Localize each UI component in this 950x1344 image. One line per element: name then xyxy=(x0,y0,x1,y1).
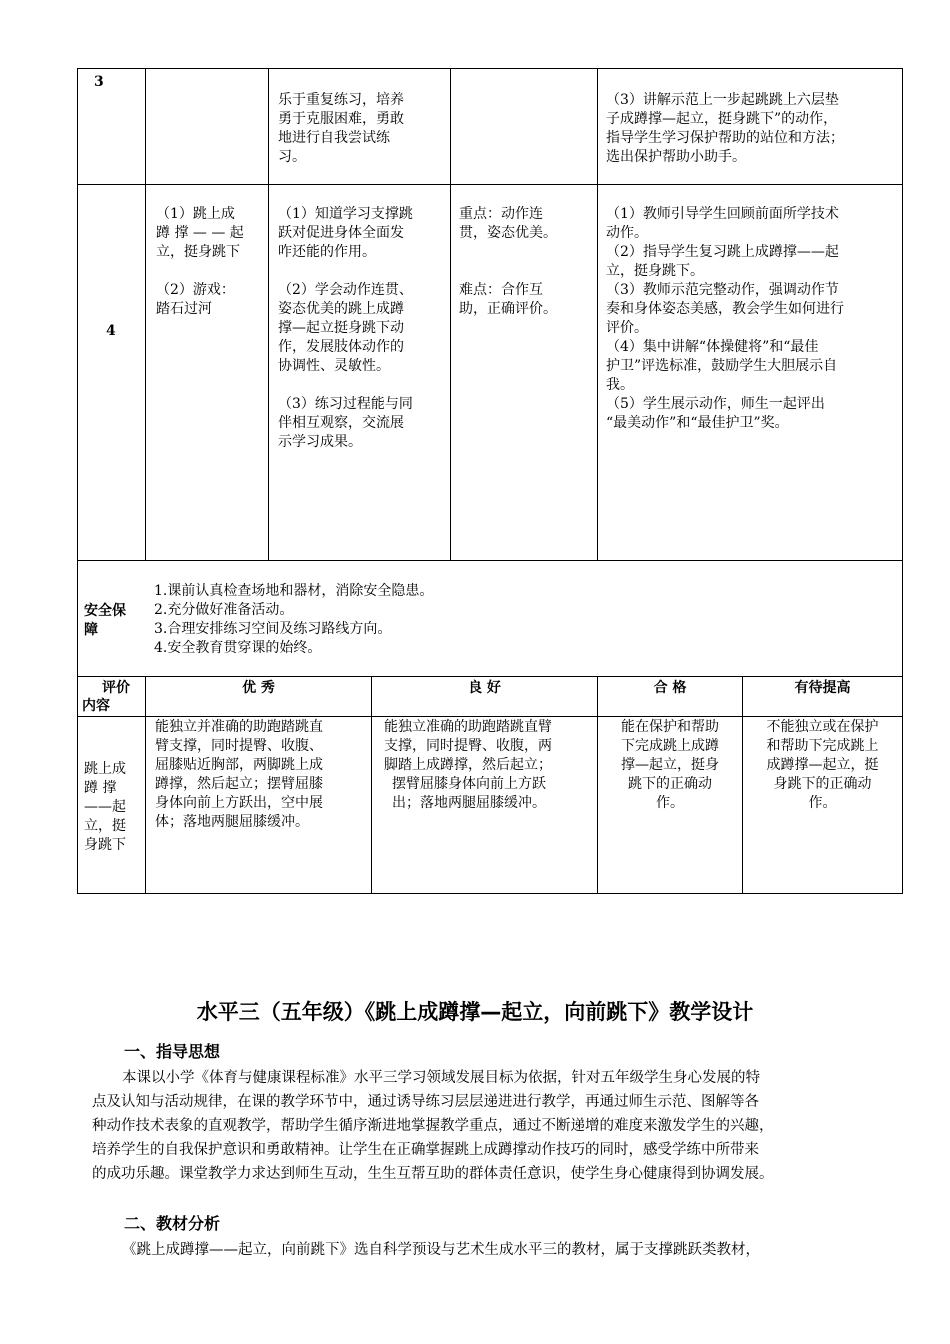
table-border xyxy=(742,676,743,894)
row4-goals: （1）知道学习支撑跳 跃对促进身体全面发 咋还能的作用。 （2）学会动作连贯、 姿态优美的跳上成蹲 撑—起立挺身跳下动 作，发展肢体动作的 协调性、灵敏性。 （3）练习过程能与同 伴相互观察，交流展 示学习成果。 xyxy=(278,206,413,450)
eval-pass: 能在保护和帮助 下完成跳上成蹲 撑—起立，挺身 跳下的正确动 作。 xyxy=(621,719,719,811)
table-border xyxy=(77,560,903,561)
table-border xyxy=(145,676,146,894)
table-border xyxy=(371,676,372,894)
safety-list xyxy=(154,582,894,658)
row4-content: （1）跳上成 蹲 撑 — — 起 立，挺身跳下 （2）游戏： 踏石过河 xyxy=(156,206,244,317)
table-border xyxy=(77,184,903,185)
row3-method: （3）讲解示范上一步起跳跳上六层垫 子成蹲撑—起立，挺身跳下”的动作， 指导学生学习保护帮助的站位和方法； 选出保护帮助小助手。 xyxy=(606,92,844,165)
document-title: 水平三（五年级）《跳上成蹲撑—起立，向前跳下》教学设计 xyxy=(196,1000,754,1024)
table-border xyxy=(597,676,598,894)
table-border xyxy=(77,676,903,677)
table-border xyxy=(597,68,598,560)
section-heading-analysis: 二、教材分析 xyxy=(124,1214,221,1233)
row4-key-points: 重点：动作连 贯，姿态优美。 难点：合作互 助，正确评价。 xyxy=(459,206,557,317)
table-border xyxy=(268,68,269,560)
eval-header-pass: 合 格 xyxy=(653,680,687,696)
paragraph-analysis: 《跳上成蹲撑——起立，向前跳下》选自科学预设与艺术生成水平三的教材，属于支撑跳跃类教材， xyxy=(122,1242,760,1258)
eval-header-excellent: 优 秀 xyxy=(242,680,275,696)
list-item: 3.合理安排练习空间及练习路线方向。 xyxy=(154,621,392,637)
table-border xyxy=(902,68,903,894)
eval-row-label: 跳上成 蹲 撑 ——起 立，挺 身跳下 xyxy=(84,761,126,853)
table-border xyxy=(77,68,903,69)
table-border xyxy=(450,68,451,560)
list-item: 4.安全教育贯穿课的始终。 xyxy=(154,640,322,656)
eval-improve: 不能独立或在保护 和帮助下完成跳上 成蹲撑—起立，挺 身跳下的正确动 作。 xyxy=(766,719,879,811)
eval-good: 能独立准确的助跑踏跳直臂 支撑，同时提臀、收腹，两 脚踏上成蹲撑，然后起立； 摆臂屈膝身体向前上方跃 出；落地两腿屈膝缓冲。 xyxy=(384,719,552,811)
table-border xyxy=(77,68,78,894)
row4-method: （1）教师引导学生回顾前面所学技术 动作。 （2）指导学生复习跳上成蹲撑——起 立，挺身跳下。 （3）教师示范完整动作，强调动作节 奏和身体姿态美感，教会学生如何进行 评价。 （4）集中讲解“体操健将”和“最佳 护卫”评选标准，鼓励学生大胆展示自 我。 （5）学生展示动作，师生一起评出 “最美动作”和“最佳护卫”奖。 xyxy=(606,206,844,431)
table-border xyxy=(77,716,903,717)
section-heading-guiding: 一、指导思想 xyxy=(124,1042,221,1061)
eval-header-improve: 有待提高 xyxy=(794,680,851,696)
eval-header-label: 评价 内容 xyxy=(82,680,130,714)
row-number-4: 4 xyxy=(106,323,116,339)
table-border xyxy=(77,893,903,894)
row-number-3: 3 xyxy=(94,74,104,90)
eval-excellent: 能独立并准确的助跑踏跳直 臂支撑，同时提臀、收腹、 屈膝贴近胸部，两脚跳上成 蹲撑，然后起立；摆臂屈膝 身体向前上方跃出，空中展 体；落地两腿屈膝缓冲。 xyxy=(155,719,323,830)
table-border xyxy=(145,68,146,560)
safety-label: 安全保 障 xyxy=(84,603,126,638)
eval-header-good: 良 好 xyxy=(468,680,501,696)
list-item: 1.课前认真检查场地和器材，消除安全隐患。 xyxy=(154,583,434,599)
paragraph-guiding: 本课以小学《体育与健康课程标准》水平三学习领域发展目标为依据，针对五年级学生身心发展的特 点及认知与活动规律，在课的教学环节中，通过诱导练习层层递进进行教学，再通过师生示范、图解等各 种动作技术表象的直观教学，帮助学生循序渐进地掌握教学重点，通过不断递增的难度来激发学生的兴趣， 培养学生的自我保护意识和勇敢精神。让学生在正确掌握跳上成蹲撑动作技巧的同时，感受学练中所带来 的成功乐趣。课堂教学力求达到师生互动，生生互帮互助的群体责任意识，使学生身心健康得到协调发展。 xyxy=(92,1070,774,1182)
list-item: 2.充分做好准备活动。 xyxy=(154,602,294,618)
row3-goal: 乐于重复练习，培养 勇于克服困难，勇敢 地进行自我尝试练 习。 xyxy=(278,92,404,165)
